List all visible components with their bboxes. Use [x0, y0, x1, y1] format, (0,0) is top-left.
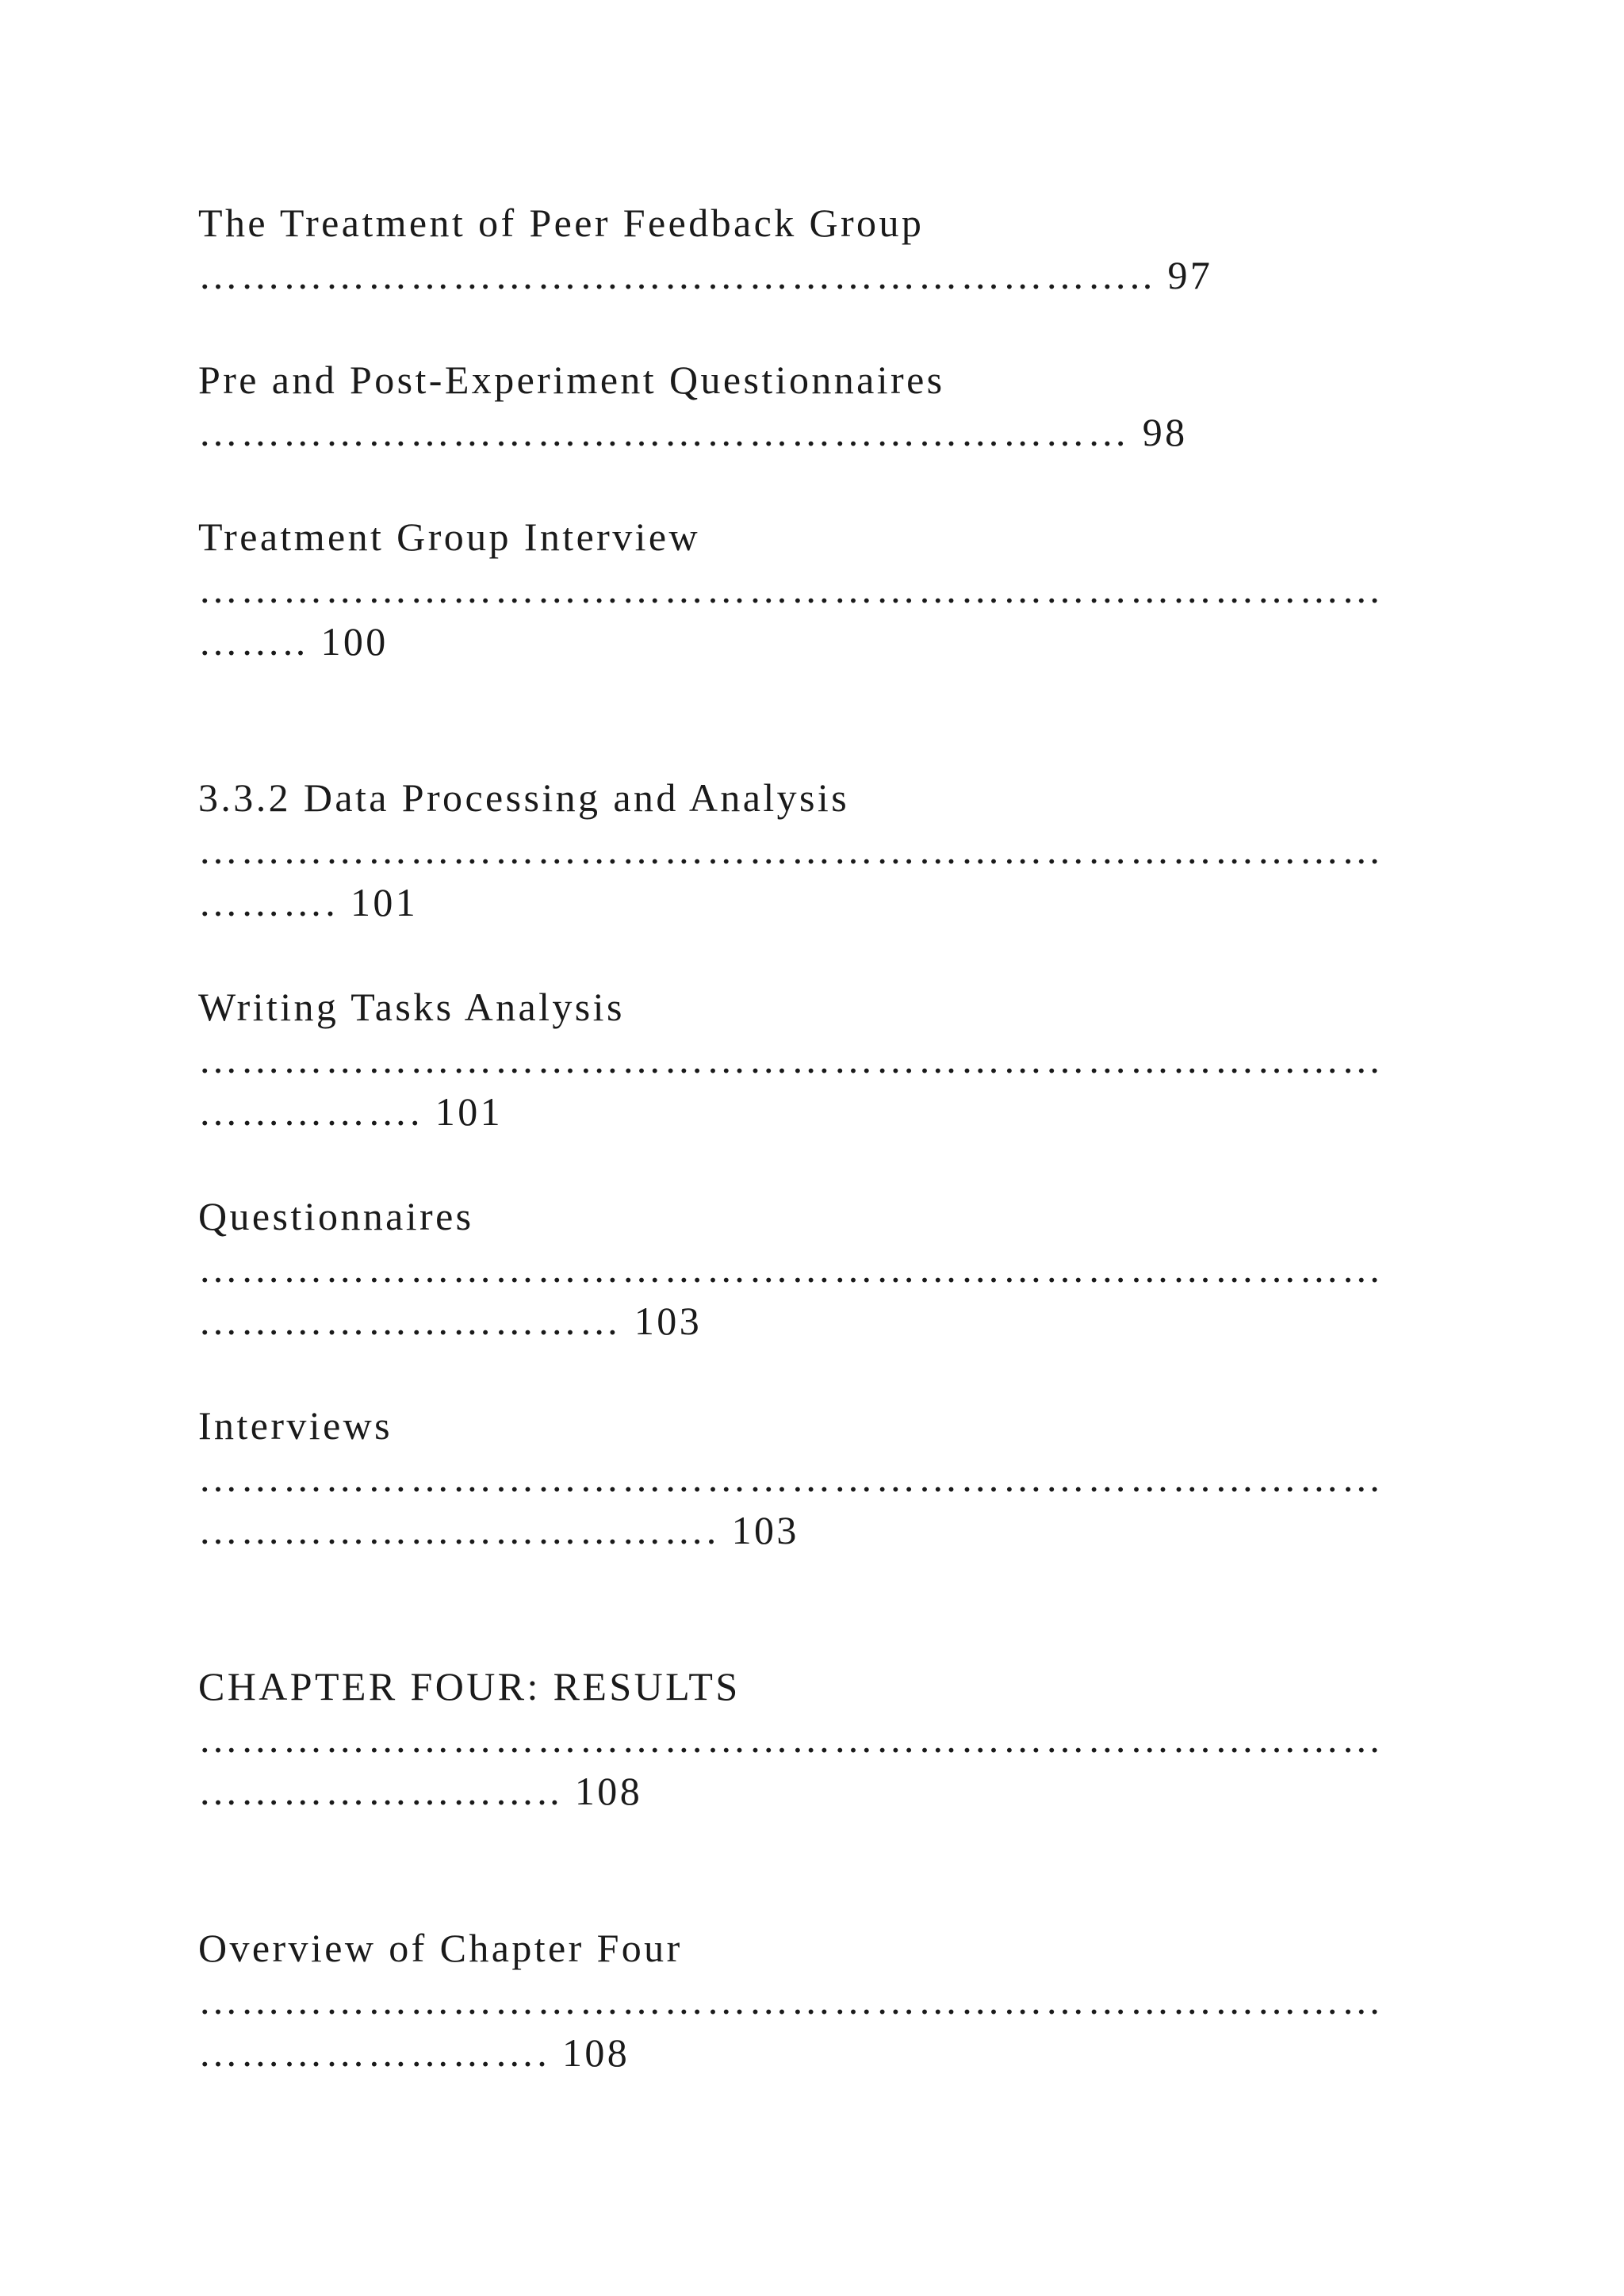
toc-entry-leader: …………………………………………………………………………	[198, 1246, 1385, 1291]
toc-entry-title: Overview of Chapter Four	[198, 1926, 683, 1970]
toc-entry-title: 3.3.2 Data Processing and Analysis	[198, 775, 850, 820]
toc-entry-leader-page: ………………………………. 103	[198, 1508, 799, 1552]
toc-entry-data-processing-analysis[interactable]	[198, 771, 1435, 928]
toc-entry-questionnaires-pre-post[interactable]	[198, 354, 1435, 458]
toc-entry-leader-page: …………………….. 108	[198, 1769, 643, 1813]
toc-entry-overview-chapter-four[interactable]	[198, 1922, 1435, 2079]
toc-entry-leader-page: ………. 101	[198, 880, 419, 924]
toc-entry-title: Pre and Post-Experiment Questionnaires	[198, 358, 945, 402]
toc-entry-title: Treatment Group Interview	[198, 515, 701, 559]
toc-entry-title: The Treatment of Peer Feedback Group	[198, 201, 925, 245]
toc-entry-peer-feedback-treatment[interactable]	[198, 197, 1435, 301]
toc-entry-leader: …………………………………………………………………………	[198, 1037, 1385, 1081]
toc-entry-leader-page: ……………. 101	[198, 1089, 503, 1134]
toc-entry-chapter-four-results[interactable]	[198, 1660, 1435, 1817]
toc-entry-leader-page: …….. 100	[198, 619, 389, 664]
toc-entry-writing-tasks-analysis[interactable]	[198, 981, 1435, 1138]
toc-entry-title: Writing Tasks Analysis	[198, 985, 625, 1029]
toc-entry-interviews[interactable]	[198, 1399, 1435, 1556]
toc-entry-leader-page: ………………………………………………………… 98	[198, 410, 1188, 454]
toc-entry-leader-page: ………………………… 103	[198, 1299, 703, 1343]
toc-entry-questionnaires[interactable]	[198, 1190, 1435, 1347]
toc-entry-leader-page: ………………………………………………………….. 97	[198, 253, 1213, 297]
toc-entry-treatment-group-interview[interactable]	[198, 511, 1435, 668]
toc-entry-title: Questionnaires	[198, 1194, 474, 1238]
toc-entry-leader-page: ……………………. 108	[198, 2030, 630, 2075]
toc-entry-leader: …………………………………………………………………………	[198, 1716, 1385, 1761]
toc-entry-title: CHAPTER FOUR: RESULTS	[198, 1664, 741, 1709]
toc-entry-leader: …………………………………………………………………………	[198, 1456, 1385, 1500]
toc-entry-leader: …………………………………………………………………………	[198, 567, 1385, 611]
toc-entry-leader: …………………………………………………………………………	[198, 828, 1385, 872]
toc-entry-leader: …………………………………………………………………………	[198, 1978, 1385, 2022]
toc-entry-title: Interviews	[198, 1403, 393, 1448]
